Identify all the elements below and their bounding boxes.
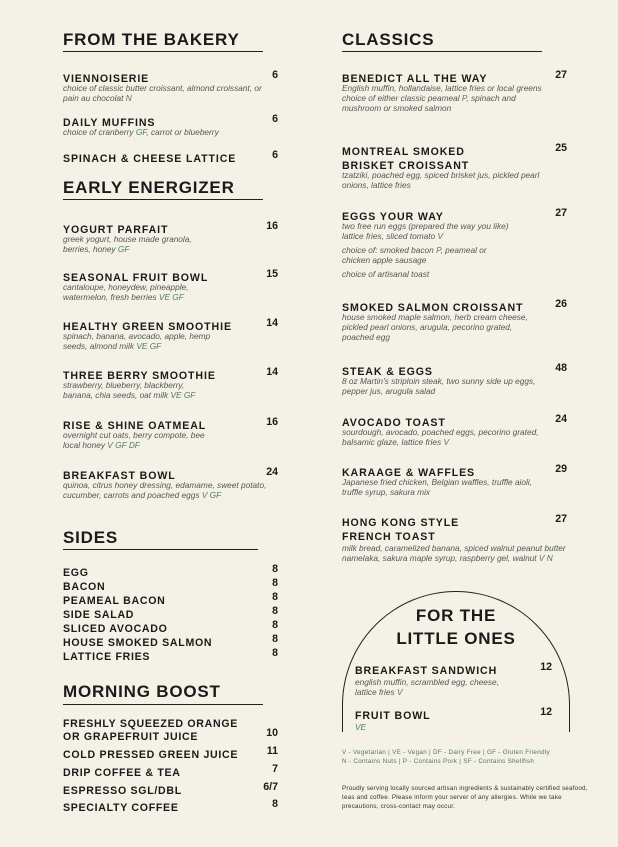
item-price: 12	[540, 706, 552, 718]
section-title-classics: CLASSICS	[342, 30, 435, 49]
menu-item-daily-muffins	[63, 113, 278, 137]
item-price: 14	[266, 317, 278, 329]
dietary-tag: V	[443, 437, 450, 447]
item-description: strawberry, blueberry, blackberry, banana, chia seeds, oat milk	[63, 380, 185, 400]
item-description: sourdough, avocado, poached eggs, pecorino grated, balsamic glaze, lattice fries	[342, 427, 539, 447]
item-name: EGG	[63, 567, 89, 579]
item-price: 27	[555, 69, 567, 81]
item-price: 6	[272, 69, 278, 81]
item-name: PEAMEAL BACON	[63, 595, 166, 607]
item-name: SMOKED SALMON CROISSANT	[342, 302, 524, 314]
dietary-tag: VE GF	[136, 341, 162, 351]
item-name-cont: FRENCH TOAST	[342, 531, 436, 543]
item-price: 27	[555, 207, 567, 219]
item-name: LATTICE FRIES	[63, 651, 151, 663]
menu-item-steak-eggs	[342, 362, 567, 396]
section-title-bakery: FROM THE BAKERY	[63, 30, 240, 49]
item-name: BENEDICT ALL THE WAY	[342, 73, 488, 85]
item-price: 8	[272, 591, 278, 603]
item-name: SIDE SALAD	[63, 609, 135, 621]
item-description-cont: , spinach and mushroom or smoked salmon	[342, 93, 516, 113]
item-price: 24	[555, 413, 567, 425]
item-price: 11	[266, 745, 278, 757]
list-item	[63, 619, 278, 635]
section-title-energizer: EARLY ENERGIZER	[63, 178, 235, 197]
item-name-cont: BRISKET CROISSANT	[342, 160, 470, 172]
item-price: 10	[266, 727, 278, 739]
list-item	[63, 577, 278, 593]
menu-item-montreal-smoked-brisket	[342, 142, 567, 190]
item-name: BREAKFAST BOWL	[63, 470, 176, 482]
item-name: BACON	[63, 581, 106, 593]
section-rule	[342, 51, 542, 52]
item-name: SPINACH & CHEESE LATTICE	[63, 153, 237, 165]
menu-item-benedict	[342, 69, 567, 113]
item-price: 8	[272, 647, 278, 659]
list-item	[63, 647, 278, 663]
menu-item-eggs-your-way	[342, 207, 567, 279]
list-item	[63, 745, 278, 761]
item-price: 7	[272, 763, 278, 775]
item-name: DAILY MUFFINS	[63, 117, 156, 129]
item-price: 14	[266, 366, 278, 378]
item-description: house smoked maple salmon, herb cream cheese, pickled pearl onions, arugula, pecorino grated, poached egg	[342, 312, 528, 342]
dietary-tag: VE GF	[170, 390, 196, 400]
item-name-cont: OR GRAPEFRUIT JUICE	[63, 731, 199, 743]
dietary-tag: P	[436, 245, 441, 255]
section-rule	[63, 51, 263, 52]
item-price: 6	[272, 113, 278, 125]
menu-item-avocado-toast	[342, 413, 567, 447]
menu-item-seasonal-fruit-bowl	[63, 268, 278, 302]
item-name: DRIP COFFEE & TEA	[63, 767, 181, 779]
item-name: STEAK & EGGS	[342, 366, 433, 378]
dietary-tag: VE GF	[158, 292, 184, 302]
item-name: ESPRESSO SGL/DBL	[63, 785, 182, 797]
item-price: 25	[555, 142, 567, 154]
item-price: 8	[272, 798, 278, 810]
item-name: FRESHLY SQUEEZED ORANGE	[63, 718, 239, 730]
menu-item-breakfast-bowl	[63, 466, 278, 500]
footer-note: Proudly serving locally sourced artisan ingredients & sustainably certified seafood, teas and coffee. Please inform your server of any allergies. While we take precautions, cross-contact may occur.	[342, 785, 588, 810]
item-description: tzatziki, poached egg, spiced brisket jus, pickled pearl onions, lattice fries	[342, 170, 540, 190]
item-name: YOGURT PARFAIT	[63, 224, 169, 236]
list-item	[63, 781, 278, 797]
item-name: KARAAGE & WAFFLES	[342, 467, 476, 479]
item-description: 8 oz Martin's striploin steak, two sunny side up eggs, pepper jus, arugula salad	[342, 376, 536, 396]
item-description: quinoa, citrus honey dressing, edamame, sweet potato, cucumber, carrots and poached eggs	[63, 480, 267, 500]
item-name: FRUIT BOWL	[355, 710, 431, 722]
section-rule	[63, 199, 263, 200]
item-price: 48	[555, 362, 567, 374]
menu-item-smoked-salmon-croissant	[342, 298, 567, 342]
item-price: 16	[266, 416, 278, 428]
item-price: 27	[555, 513, 567, 525]
item-description-cont: choice of either classic peameal	[342, 93, 460, 103]
menu-item-breakfast-sandwich	[355, 661, 552, 697]
list-item	[63, 763, 278, 779]
section-title-boost: MORNING BOOST	[63, 682, 221, 701]
item-description: greek yogurt, house made granola, berries, honey	[63, 234, 192, 254]
menu-item-hong-kong-french-toast	[342, 513, 567, 563]
section-rule	[63, 704, 263, 705]
item-price: 8	[272, 563, 278, 575]
menu-item-viennoiserie	[63, 69, 278, 103]
item-price: 29	[555, 463, 567, 475]
list-item	[63, 798, 278, 814]
item-description: milk bread, caramelized banana, spiced walnut peanut butter namelaka, sakura maple syrup, raspberry gel, walnut	[342, 543, 566, 563]
item-name: AVOCADO TOAST	[342, 417, 446, 429]
item-price: 8	[272, 605, 278, 617]
item-name: RISE & SHINE OATMEAL	[63, 420, 207, 432]
list-item	[63, 563, 278, 579]
item-price: 8	[272, 633, 278, 645]
item-price: 8	[272, 619, 278, 631]
item-price: 12	[540, 661, 552, 673]
item-description-cont: , peameal or chicken apple sausage	[342, 245, 487, 265]
item-description-cont: choice of artisanal toast	[342, 269, 430, 279]
menu-item-karaage-waffles	[342, 463, 567, 497]
item-price: 8	[272, 577, 278, 589]
item-description-cont: choice of: smoked bacon	[342, 245, 434, 255]
dietary-tag: V GF DF	[107, 440, 140, 450]
dietary-tag: V	[437, 231, 444, 241]
list-item	[63, 714, 278, 743]
dietary-tag: GF	[117, 244, 130, 254]
dietary-legend	[342, 748, 592, 766]
dietary-tag: V N	[538, 553, 553, 563]
item-name: EGGS YOUR WAY	[342, 211, 444, 223]
item-description: overnight cut oats, berry compote, bee local honey	[63, 430, 205, 450]
legend-line: N - Contains Nuts | P - Contains Pork | SF - Contains Shellfish	[342, 758, 535, 765]
item-description: choice of cranberry	[63, 127, 134, 137]
item-name: COLD PRESSED GREEN JUICE	[63, 749, 239, 761]
item-name: BREAKFAST SANDWICH	[355, 665, 498, 677]
dietary-tag: N	[125, 93, 132, 103]
section-title-little-ones-2: LITTLE ONES	[396, 629, 516, 648]
menu-item-rise-shine-oatmeal	[63, 416, 278, 450]
item-description: spinach, banana, avocado, apple, hemp seeds, almond milk	[63, 331, 211, 351]
menu-item-yogurt-parfait	[63, 220, 278, 254]
item-name: VIENNOISERIE	[63, 73, 150, 85]
item-name: MONTREAL SMOKED	[342, 146, 465, 158]
item-name: SPECIALTY COFFEE	[63, 802, 179, 814]
list-item	[63, 605, 278, 621]
item-name: HOUSE SMOKED SALMON	[63, 637, 213, 649]
menu-item-spinach-cheese-lattice	[63, 149, 278, 165]
item-description: English muffin, hollandaise, lattice fries or local greens	[342, 83, 542, 93]
item-price: 24	[266, 466, 278, 478]
dietary-tag: V	[396, 687, 403, 697]
menu-item-fruit-bowl	[355, 706, 552, 732]
item-name: HEALTHY GREEN SMOOTHIE	[63, 321, 232, 333]
item-description: two free run eggs (prepared the way you like) lattice fries, sliced tomato	[342, 221, 509, 241]
dietary-tag: P	[461, 93, 467, 103]
section-title-sides: SIDES	[63, 528, 119, 547]
item-description: choice of classic butter croissant, almond croissant, or pain au chocolat	[63, 83, 262, 103]
item-description: cantaloupe, honeydew, pineapple, watermelon, fresh berries	[63, 282, 189, 302]
item-price: 16	[266, 220, 278, 232]
list-item	[63, 633, 278, 649]
menu-item-three-berry-smoothie	[63, 366, 278, 400]
item-description-cont: , carrot or blueberry	[146, 127, 219, 137]
item-price: 26	[555, 298, 567, 310]
item-name: SEASONAL FRUIT BOWL	[63, 272, 209, 284]
item-price: 6/7	[263, 781, 278, 793]
menu-item-healthy-green-smoothie	[63, 317, 278, 351]
legend-line: V - Vegetarian | VE - Vegan | DF - Dairy Free | GF - Gluten Friendly	[342, 749, 550, 756]
item-name: SLICED AVOCADO	[63, 623, 168, 635]
dietary-tag: GF	[135, 127, 147, 137]
item-description: english muffin, scrambled egg, cheese, lattice fries	[355, 677, 499, 697]
dietary-tag: VE	[355, 722, 367, 732]
dietary-tag: V GF	[201, 490, 222, 500]
list-item	[63, 591, 278, 607]
item-price: 15	[266, 268, 278, 280]
item-description: Japanese fried chicken, Belgian waffles, truffle aioli, truffle syrup, sakura mix	[342, 477, 533, 497]
section-title-little-ones-1: FOR THE	[415, 606, 497, 625]
item-name: HONG KONG STYLE	[342, 517, 460, 529]
item-name: THREE BERRY SMOOTHIE	[63, 370, 216, 382]
section-rule	[63, 549, 258, 550]
item-price: 6	[272, 149, 278, 161]
